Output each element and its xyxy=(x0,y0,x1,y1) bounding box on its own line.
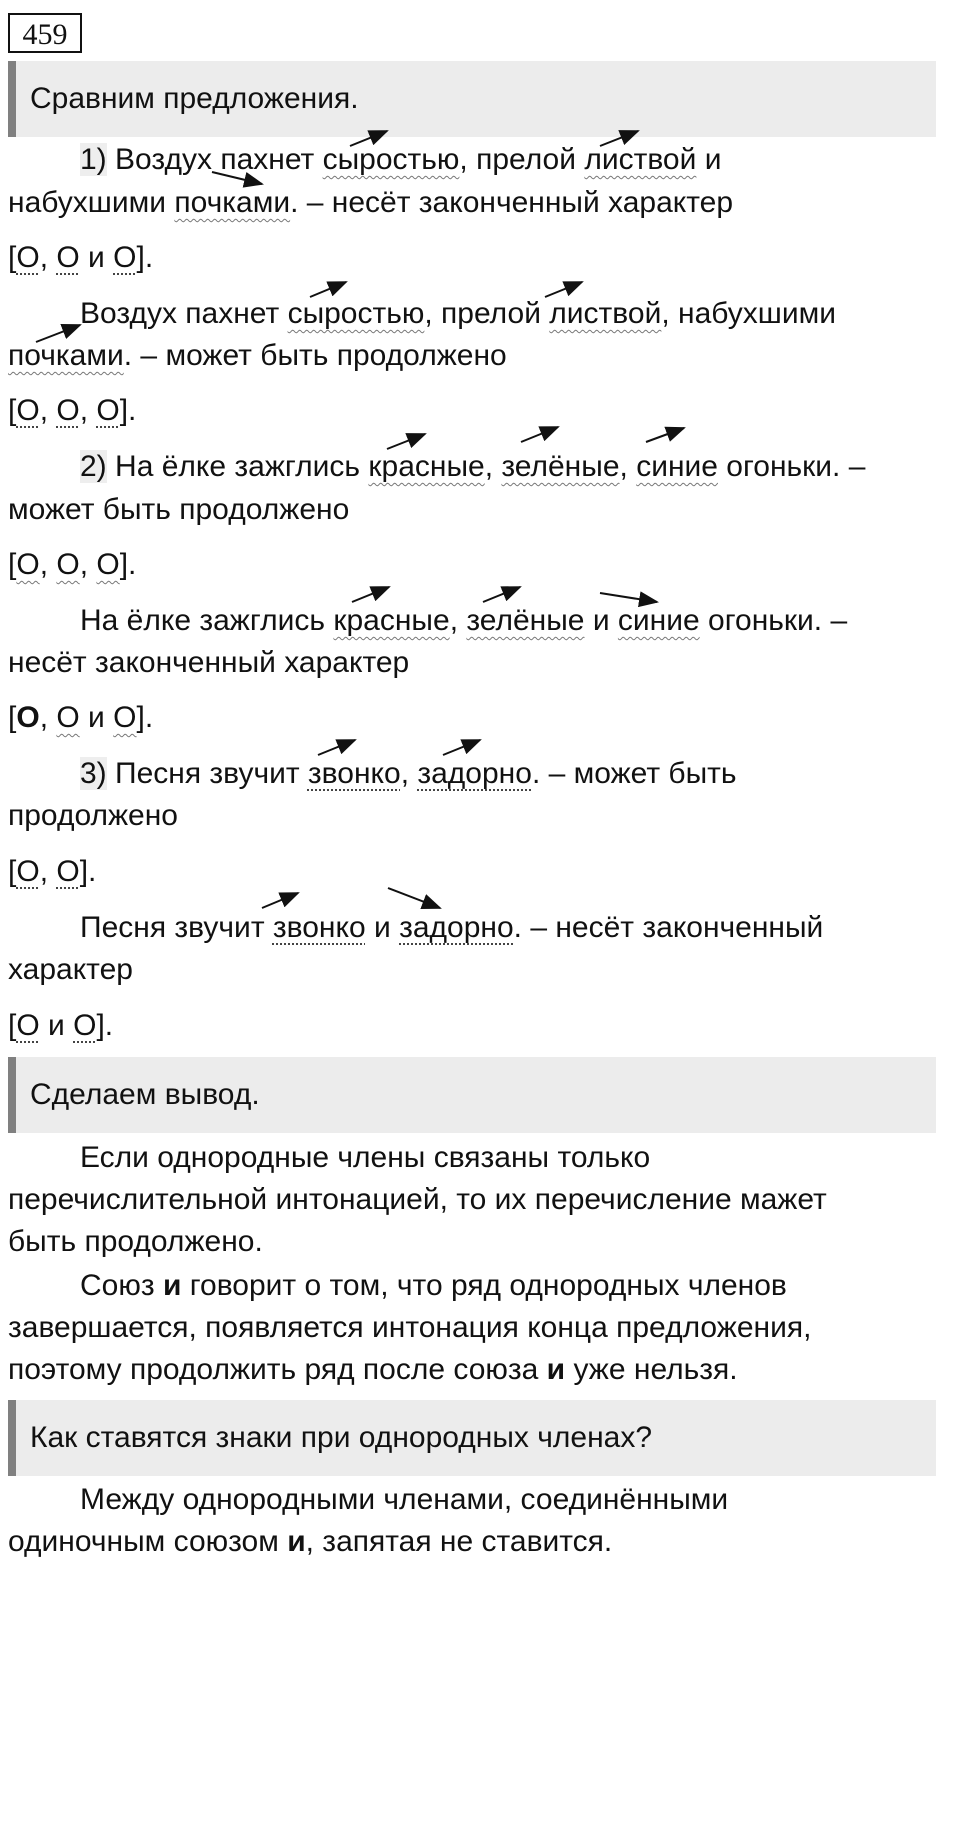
text: , набухшими xyxy=(661,297,836,330)
section-heading-text: Сравним предложения. xyxy=(30,82,359,115)
sentence-3-line-1 xyxy=(80,449,865,485)
scheme-3 xyxy=(8,547,136,583)
text: Воздух пахнет xyxy=(80,297,288,330)
homogeneous-word: звонко xyxy=(272,911,366,944)
conjunction: и xyxy=(162,1269,182,1302)
sentence-5-line-2 xyxy=(8,798,178,834)
text: , xyxy=(484,450,502,483)
scheme-member: О xyxy=(56,548,80,581)
text: , xyxy=(79,548,97,581)
paragraph-1-line-2: перечислительной интонацией, то их перечисление мажет xyxy=(8,1183,827,1216)
scheme-member: О xyxy=(96,548,120,581)
text: [ xyxy=(8,1009,17,1042)
homogeneous-word: красные xyxy=(368,450,485,483)
paragraph-2-line-3 xyxy=(8,1352,738,1388)
scheme-6 xyxy=(8,1008,113,1044)
arrow xyxy=(483,587,520,602)
text: , прелой xyxy=(459,143,585,176)
text: говорит о том, что ряд однородных членов xyxy=(181,1269,787,1302)
scheme-member: О xyxy=(16,855,40,888)
arrow xyxy=(310,282,346,297)
text: На ёлке зажглись xyxy=(80,604,334,637)
scheme-member: О xyxy=(16,1009,40,1042)
paragraph-2-line-1 xyxy=(80,1268,787,1304)
text: , xyxy=(39,855,57,888)
arrow xyxy=(262,893,298,908)
conjunction: и xyxy=(287,1525,306,1558)
text: ]. xyxy=(136,241,154,274)
paragraph-3-line-1: Между однородными членами, соединёнными xyxy=(80,1483,729,1516)
arrow xyxy=(388,888,440,908)
scheme-member: О xyxy=(56,855,80,888)
arrow xyxy=(318,740,355,755)
homogeneous-word: листвой xyxy=(584,143,697,176)
text: [ xyxy=(8,855,17,888)
arrow xyxy=(352,587,389,602)
text: , xyxy=(400,757,418,790)
scheme-member: О xyxy=(96,394,120,427)
text: и xyxy=(696,143,722,176)
homogeneous-word: почками xyxy=(174,186,291,219)
arrow xyxy=(646,428,684,442)
homogeneous-word: звонко xyxy=(307,757,401,790)
item-number: 1) xyxy=(80,143,107,176)
scheme-member: О xyxy=(56,701,80,734)
text: , запятая не ставится. xyxy=(305,1525,613,1558)
homogeneous-word: задорно xyxy=(417,757,532,790)
conjunction: и xyxy=(546,1353,566,1386)
section-heading-compare xyxy=(8,61,936,137)
text: огоньки. – xyxy=(699,604,848,637)
arrow xyxy=(545,282,582,297)
text: , xyxy=(39,548,57,581)
text: , xyxy=(39,394,57,427)
text: , xyxy=(619,450,637,483)
sentence-1-line-1 xyxy=(80,142,721,178)
scheme-1 xyxy=(8,240,153,276)
text: характер xyxy=(8,953,133,986)
item-number: 2) xyxy=(80,450,107,483)
scheme-member: О xyxy=(113,701,137,734)
text: . – может быть продолжено xyxy=(123,339,507,372)
scheme-member: О xyxy=(16,394,40,427)
homogeneous-word: почками xyxy=(8,339,124,372)
sentence-2-line-2 xyxy=(8,338,507,374)
sentence-3-line-2 xyxy=(8,492,349,528)
text: несёт законченный характер xyxy=(8,646,410,679)
sentence-5-line-1 xyxy=(80,756,737,792)
scheme-2 xyxy=(8,393,136,429)
text: и xyxy=(365,911,400,944)
text: Союз xyxy=(80,1269,163,1302)
text: и xyxy=(584,604,618,637)
homogeneous-word: синие xyxy=(636,450,718,483)
homogeneous-word: зелёные xyxy=(466,604,585,637)
paragraph-1-line-1: Если однородные члены связаны только xyxy=(80,1141,651,1174)
text: [ xyxy=(8,241,17,274)
text: ]. xyxy=(136,701,154,734)
section-heading-text: Как ставятся знаки при однородных членах? xyxy=(30,1421,653,1454)
homogeneous-word: синие xyxy=(617,604,700,637)
text: , xyxy=(39,241,57,274)
arrow xyxy=(521,427,558,442)
sentence-4-line-2 xyxy=(8,645,409,681)
text: и xyxy=(39,1009,74,1042)
text: [ xyxy=(8,394,17,427)
scheme-4 xyxy=(8,700,153,736)
text: ]. xyxy=(79,855,97,888)
sentence-6-line-2 xyxy=(8,952,133,988)
scheme-member: О xyxy=(16,241,40,274)
homogeneous-word: красные xyxy=(333,604,450,637)
exercise-number: 459 xyxy=(8,13,82,53)
arrow xyxy=(387,434,425,449)
homogeneous-word: зелёные xyxy=(501,450,620,483)
text: Воздух пахнет xyxy=(115,143,323,176)
section-heading-text: Сделаем вывод. xyxy=(30,1078,260,1111)
section-heading-question xyxy=(8,1400,936,1476)
text: , xyxy=(449,604,467,637)
text: [ xyxy=(8,701,17,734)
paragraph-2-line-2: завершается, появляется интонация конца предложения, xyxy=(8,1311,812,1344)
text: уже нельзя. xyxy=(565,1353,738,1386)
scheme-member: О xyxy=(73,1009,97,1042)
homogeneous-word: задорно xyxy=(399,911,514,944)
sentence-4-line-1 xyxy=(80,603,847,639)
sentence-6-line-1 xyxy=(80,910,823,946)
text: продолжено xyxy=(8,799,178,832)
text: ]. xyxy=(119,394,137,427)
homogeneous-word: сыростью xyxy=(287,297,425,330)
text: ]. xyxy=(119,548,137,581)
sentence-2-line-1 xyxy=(80,296,836,332)
text: , xyxy=(39,701,57,734)
scheme-member: О xyxy=(16,701,40,734)
text: и xyxy=(79,241,114,274)
text: Песня звучит xyxy=(80,911,273,944)
text: может быть продолжено xyxy=(8,493,350,526)
text: огоньки. – xyxy=(717,450,866,483)
text: . – несёт законченный xyxy=(513,911,824,944)
text: [ xyxy=(8,548,17,581)
text: и xyxy=(79,701,114,734)
text: Песня звучит xyxy=(106,757,308,790)
item-number: 3) xyxy=(80,757,107,790)
text: . – несёт законченный характер xyxy=(290,186,734,219)
text: набухшими xyxy=(8,186,175,219)
text: одиночным союзом xyxy=(8,1525,288,1558)
text: . – может быть xyxy=(531,757,737,790)
arrow xyxy=(600,593,657,602)
sentence-1-line-2 xyxy=(8,185,733,221)
scheme-member: О xyxy=(16,548,40,581)
section-heading-conclusion xyxy=(8,1057,936,1133)
text: , прелой xyxy=(424,297,550,330)
paragraph-3-line-2 xyxy=(8,1524,612,1560)
homogeneous-word: сыростью xyxy=(322,143,460,176)
arrow xyxy=(443,740,480,755)
homogeneous-word: листвой xyxy=(549,297,662,330)
text: , xyxy=(79,394,97,427)
scheme-member: О xyxy=(56,241,80,274)
text: На ёлке зажглись xyxy=(106,450,369,483)
scheme-5 xyxy=(8,854,96,890)
text: ]. xyxy=(96,1009,114,1042)
scheme-member: О xyxy=(113,241,137,274)
paragraph-1-line-3: быть продолжено. xyxy=(8,1225,263,1258)
text: поэтому продолжить ряд после союза xyxy=(8,1353,547,1386)
scheme-member: О xyxy=(56,394,80,427)
